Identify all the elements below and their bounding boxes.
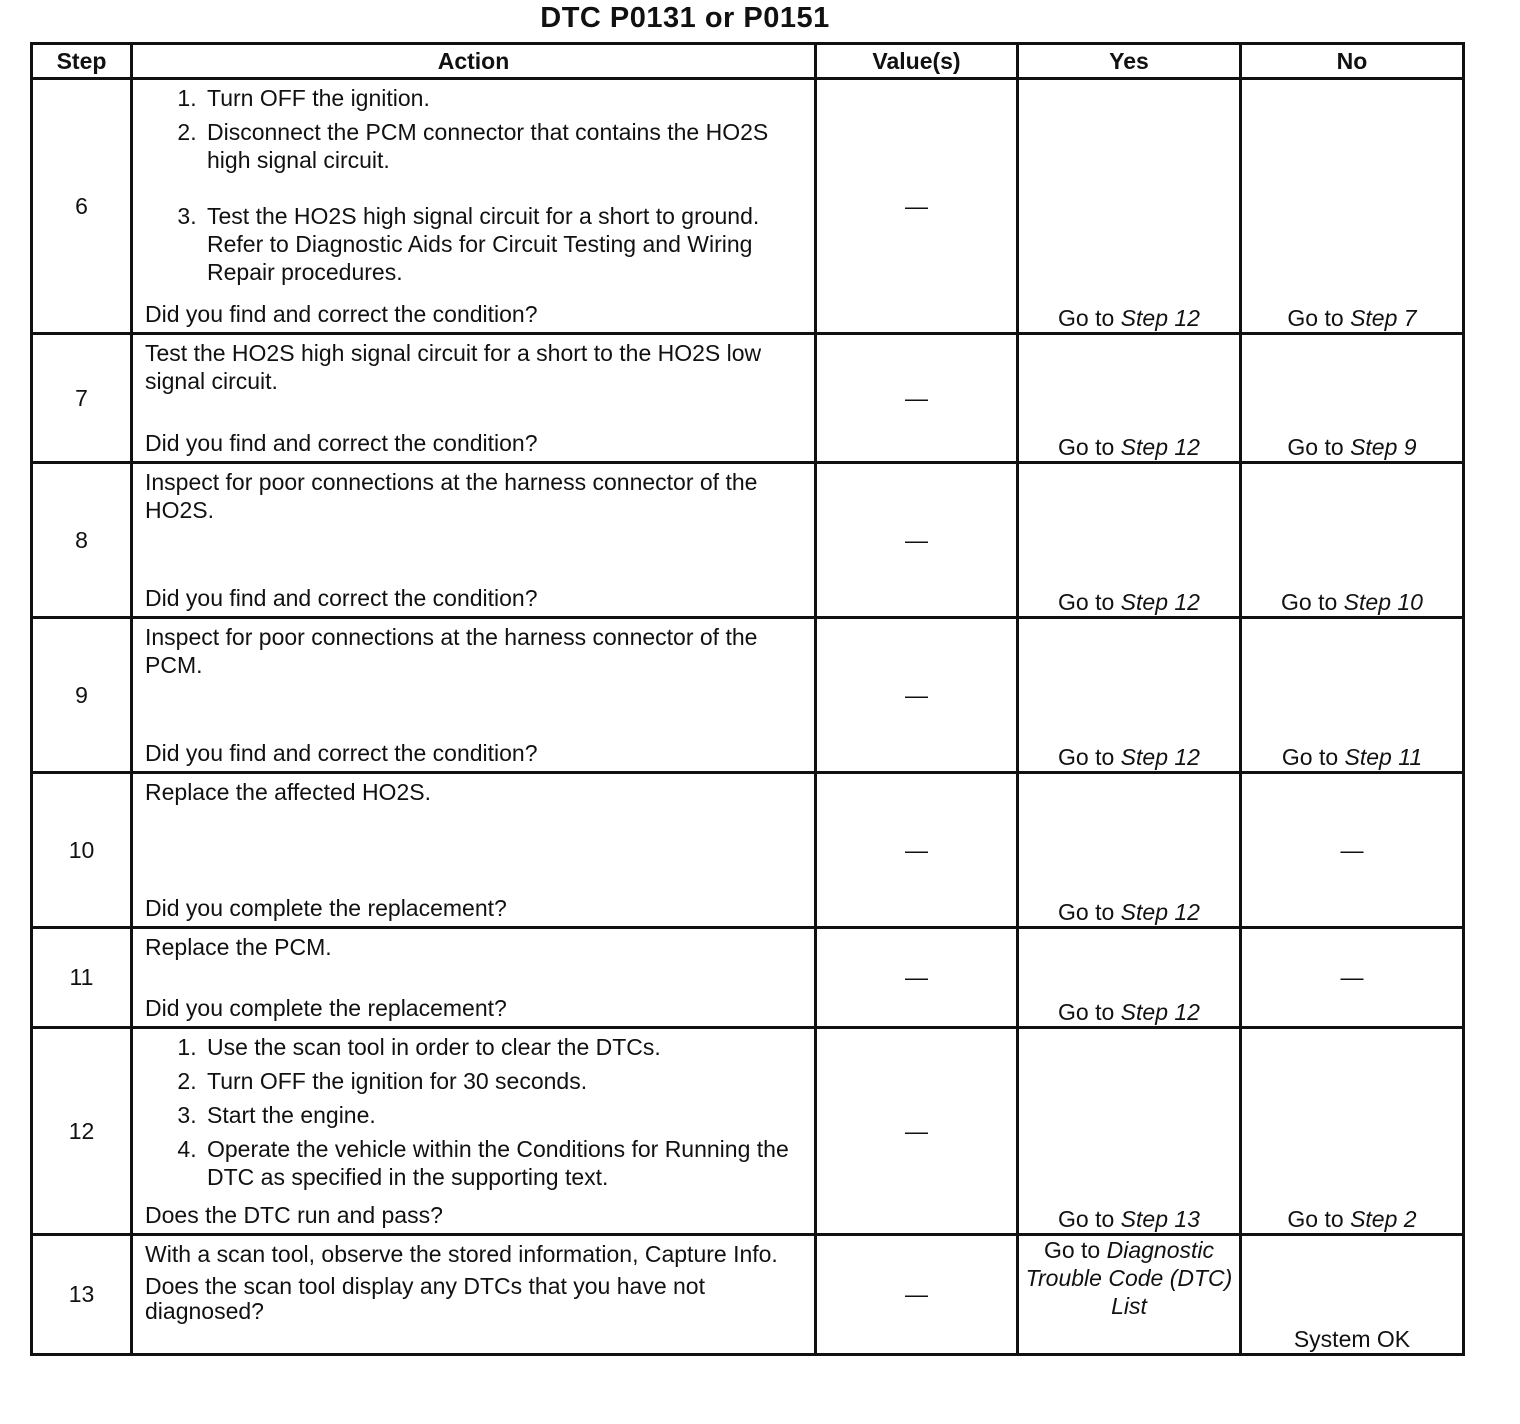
no-cell: Go to Step 9	[1241, 334, 1464, 463]
document-title: DTC P0131 or P0151	[540, 2, 830, 34]
action-text: Inspect for poor connections at the harness connector of the HO2S.	[145, 469, 758, 523]
value-cell	[816, 773, 1018, 928]
no-cell: Go to Step 2	[1241, 1028, 1464, 1235]
no-cell: Go to Step 7	[1241, 79, 1464, 334]
action-cell	[132, 618, 816, 773]
action-question: Did you complete the replacement?	[145, 995, 507, 1021]
no-step-link[interactable]: Step 11	[1344, 744, 1423, 770]
value-dash: —	[905, 681, 928, 708]
step-number: 13	[32, 1235, 132, 1355]
yes-cell: Go to Step 12	[1018, 773, 1241, 928]
yes-cell: Go to Diagnostic Trouble Code (DTC) List	[1018, 1235, 1241, 1355]
yes-cell: Go to Step 12	[1018, 334, 1241, 463]
value-dash: —	[905, 1117, 928, 1144]
action-text: Replace the affected HO2S.	[145, 779, 431, 805]
no-cell: Go to Step 11	[1241, 618, 1464, 773]
no-cell	[1241, 928, 1464, 1028]
header-row	[32, 44, 1464, 79]
table-row	[32, 773, 1464, 928]
list-item: 1. Turn OFF the ignition.	[203, 84, 806, 112]
yes-cell: Go to Step 12	[1018, 618, 1241, 773]
action-steps	[145, 1033, 806, 1197]
value-cell	[816, 1028, 1018, 1235]
no-step-link[interactable]: Step 9	[1350, 434, 1417, 460]
value-cell	[816, 79, 1018, 334]
value-dash: —	[905, 384, 928, 411]
yes-step-link[interactable]: Step 12	[1120, 589, 1200, 615]
list-item: 2. Disconnect the PCM connector that contains the HO2S high signal circuit.	[203, 118, 806, 174]
value-cell	[816, 618, 1018, 773]
yes-cell: Go to Step 12	[1018, 463, 1241, 618]
value-dash: —	[905, 192, 928, 219]
no-cell: Go to Step 10	[1241, 463, 1464, 618]
header-yes: Yes	[1018, 44, 1241, 79]
list-item: 1. Use the scan tool in order to clear the DTCs.	[203, 1033, 806, 1061]
table-row	[32, 334, 1464, 463]
yes-step-link[interactable]: Step 13	[1120, 1206, 1200, 1232]
step-number: 9	[32, 618, 132, 773]
header-values: Value(s)	[816, 44, 1018, 79]
table-row	[32, 463, 1464, 618]
value-cell	[816, 1235, 1018, 1355]
value-cell	[816, 928, 1018, 1028]
no-dash: —	[1340, 964, 1364, 990]
yes-step-link[interactable]: Step 12	[1120, 305, 1200, 331]
list-item: 2. Turn OFF the ignition for 30 seconds.	[203, 1067, 806, 1095]
yes-cell: Go to Step 13	[1018, 1028, 1241, 1235]
list-item: 3. Test the HO2S high signal circuit for a short to ground. Refer to Diagnostic Aids for Circuit Testing and Wiring Repair procedures.	[203, 202, 806, 286]
yes-cell: Go to Step 12	[1018, 79, 1241, 334]
table-row	[32, 1235, 1464, 1355]
action-text: Replace the PCM.	[145, 934, 332, 960]
step-number: 12	[32, 1028, 132, 1235]
action-cell	[132, 334, 816, 463]
dtc-list-link[interactable]: Diagnostic Trouble Code (DTC) List	[1025, 1237, 1233, 1319]
no-step-link[interactable]: Step 10	[1343, 589, 1423, 615]
yes-step-link[interactable]: Step 12	[1120, 434, 1200, 460]
yes-step-link[interactable]: Step 12	[1120, 999, 1200, 1025]
step-number: 10	[32, 773, 132, 928]
list-item: 3. Start the engine.	[203, 1101, 806, 1129]
no-dash: —	[1340, 836, 1364, 863]
action-cell	[132, 1235, 816, 1355]
value-cell	[816, 334, 1018, 463]
header-action: Action	[132, 44, 816, 79]
step-number: 7	[32, 334, 132, 463]
action-steps	[145, 84, 806, 292]
step-number: 6	[32, 79, 132, 334]
action-question: Does the scan tool display any DTCs that you have not diagnosed?	[145, 1273, 705, 1324]
value-dash: —	[905, 1281, 928, 1307]
action-question: Did you find and correct the condition?	[145, 301, 538, 327]
yes-step-link[interactable]: Step 12	[1120, 744, 1200, 770]
header-step: Step	[32, 44, 132, 79]
no-cell	[1241, 773, 1464, 928]
action-cell	[132, 773, 816, 928]
header-no: No	[1241, 44, 1464, 79]
table-row	[32, 1028, 1464, 1235]
action-question: Did you find and correct the condition?	[145, 585, 538, 611]
value-cell	[816, 463, 1018, 618]
no-step-link[interactable]: Step 7	[1350, 305, 1417, 331]
action-cell	[132, 79, 816, 334]
diagnostic-table	[30, 42, 1465, 1356]
action-cell	[132, 463, 816, 618]
value-dash: —	[905, 964, 928, 990]
yes-step-link[interactable]: Step 12	[1120, 899, 1200, 925]
list-item: 4. Operate the vehicle within the Conditions for Running the DTC as specified in the supporting text.	[203, 1135, 806, 1191]
action-question: Did you complete the replacement?	[145, 895, 507, 921]
action-question: Did you find and correct the condition?	[145, 740, 538, 766]
value-dash: —	[905, 526, 928, 553]
step-number: 11	[32, 928, 132, 1028]
table-row	[32, 79, 1464, 334]
action-cell	[132, 1028, 816, 1235]
action-text: Inspect for poor connections at the harness connector of the PCM.	[145, 624, 758, 678]
value-dash: —	[905, 836, 928, 863]
action-question: Does the DTC run and pass?	[145, 1202, 443, 1228]
no-step-link[interactable]: Step 2	[1350, 1206, 1417, 1232]
table-row	[32, 618, 1464, 773]
action-text: Test the HO2S high signal circuit for a short to the HO2S low signal circuit.	[145, 340, 762, 394]
system-ok-text: System OK	[1293, 1326, 1411, 1352]
action-question: Did you find and correct the condition?	[145, 430, 538, 456]
no-cell	[1241, 1235, 1464, 1355]
action-text: With a scan tool, observe the stored information, Capture Info.	[145, 1241, 778, 1267]
table-row	[32, 928, 1464, 1028]
step-number: 8	[32, 463, 132, 618]
action-cell	[132, 928, 816, 1028]
yes-cell: Go to Step 12	[1018, 928, 1241, 1028]
